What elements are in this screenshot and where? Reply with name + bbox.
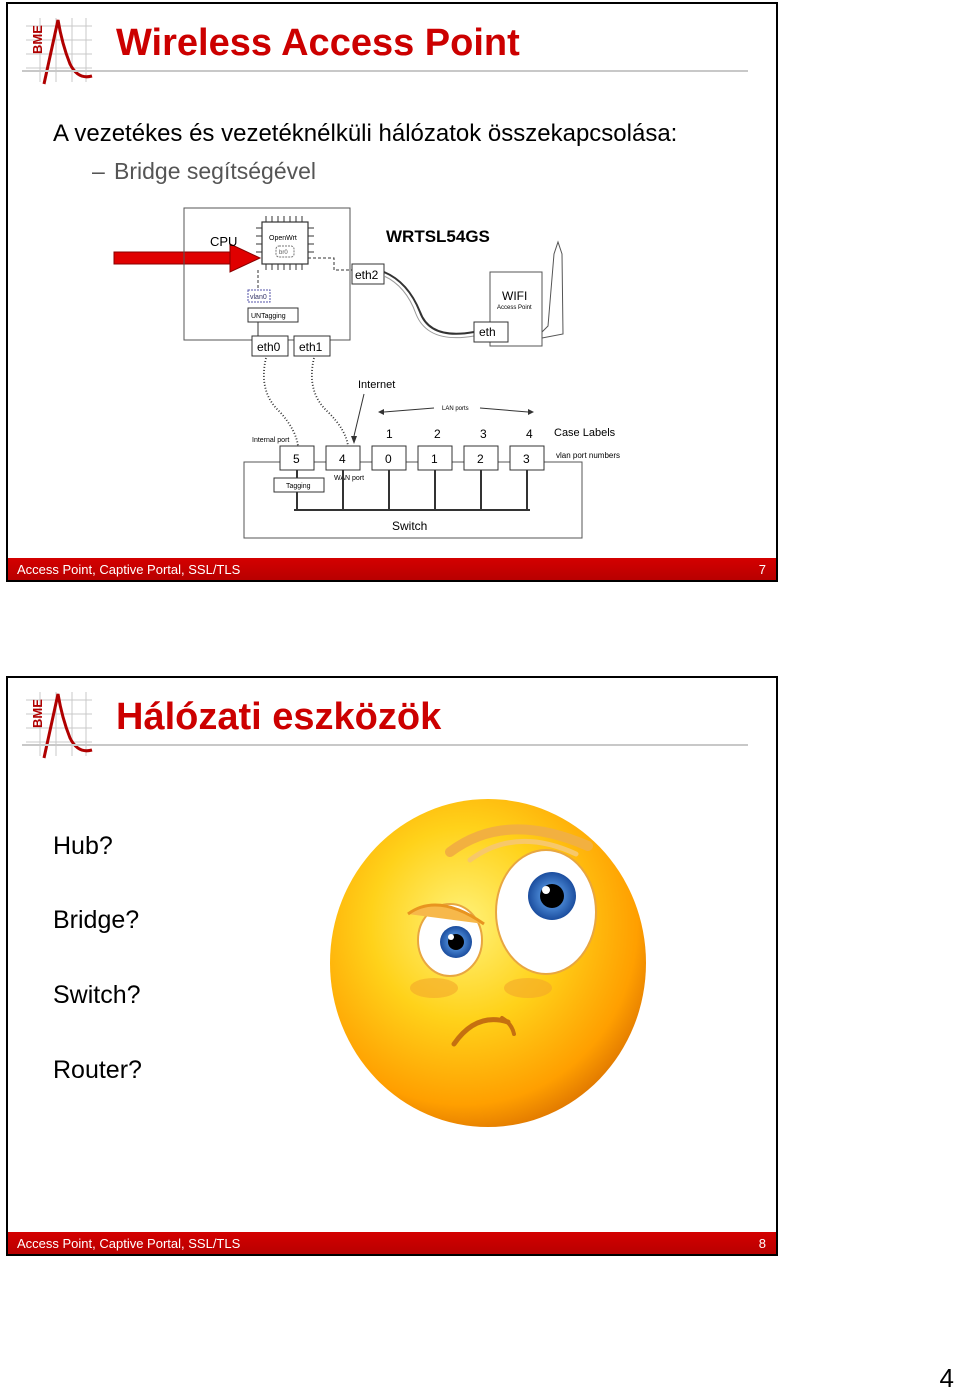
svg-text:Access Point: Access Point <box>497 305 532 311</box>
svg-text:vlan port numbers: vlan port numbers <box>556 451 621 460</box>
svg-text:eth2: eth2 <box>355 268 379 282</box>
slide-footer <box>8 1232 776 1254</box>
svg-text:2: 2 <box>434 427 441 441</box>
title-divider <box>22 70 748 72</box>
svg-text:eth0: eth0 <box>257 340 281 354</box>
slide-footer <box>8 558 776 580</box>
svg-text:3: 3 <box>480 427 487 441</box>
svg-text:CPU: CPU <box>210 234 238 249</box>
svg-text:3: 3 <box>523 452 530 466</box>
footer-text: Access Point, Captive Portal, SSL/TLS <box>17 562 241 577</box>
title-divider <box>22 744 748 746</box>
footer-text: Access Point, Captive Portal, SSL/TLS <box>17 1236 241 1251</box>
svg-text:WAN port: WAN port <box>334 475 365 482</box>
page-number: 4 <box>939 1363 954 1393</box>
question-router: Router? <box>53 1056 142 1084</box>
svg-text:5: 5 <box>293 452 300 466</box>
question-hub: Hub? <box>53 832 113 860</box>
svg-text:WIFI: WIFI <box>502 289 528 303</box>
svg-text:0: 0 <box>385 452 392 466</box>
question-bridge: Bridge? <box>53 906 140 934</box>
svg-text:OpenWrt: OpenWrt <box>269 235 297 242</box>
slide-8 <box>6 676 778 1256</box>
svg-text:LAN ports: LAN ports <box>442 406 469 412</box>
red-arrow-icon <box>114 244 260 272</box>
svg-text:vlan0: vlan0 <box>250 294 267 301</box>
svg-text:Tagging: Tagging <box>286 483 311 490</box>
svg-text:Internet: Internet <box>358 379 396 391</box>
svg-text:br0: br0 <box>279 250 288 256</box>
confused-face-icon <box>326 796 650 1130</box>
svg-text:4: 4 <box>526 427 533 441</box>
svg-text:UNTagging: UNTagging <box>251 313 286 320</box>
bme-logo <box>22 688 94 760</box>
svg-text:Case Labels: Case Labels <box>554 427 616 439</box>
slide-number: 7 <box>758 562 766 577</box>
question-switch: Switch? <box>53 981 141 1009</box>
svg-text:4: 4 <box>339 452 346 466</box>
router-diagram <box>108 202 668 544</box>
svg-text:WRTSL54GS: WRTSL54GS <box>386 227 490 246</box>
slide-7 <box>6 2 778 582</box>
svg-text:Internal port: Internal port <box>252 437 290 444</box>
svg-text:BME: BME <box>30 699 45 728</box>
slide-title: Wireless Access Point <box>116 22 520 64</box>
bme-logo <box>22 14 94 86</box>
svg-text:1: 1 <box>431 452 438 466</box>
svg-text:BME: BME <box>30 25 45 54</box>
svg-text:1: 1 <box>386 427 393 441</box>
svg-text:2: 2 <box>477 452 484 466</box>
sub-bullet-text: Bridge segítségével <box>114 158 317 184</box>
chip-icon <box>256 216 314 270</box>
svg-text:Switch: Switch <box>392 519 428 533</box>
bullet-text: A vezetékes és vezetéknélküli hálózatok összekapcsolása: <box>53 120 678 147</box>
svg-text:eth: eth <box>479 325 496 339</box>
sub-bullet: – Bridge segítségével <box>92 158 317 184</box>
slide-title: Hálózati eszközök <box>116 696 442 738</box>
svg-text:eth1: eth1 <box>299 340 323 354</box>
slide-number: 8 <box>758 1236 766 1251</box>
